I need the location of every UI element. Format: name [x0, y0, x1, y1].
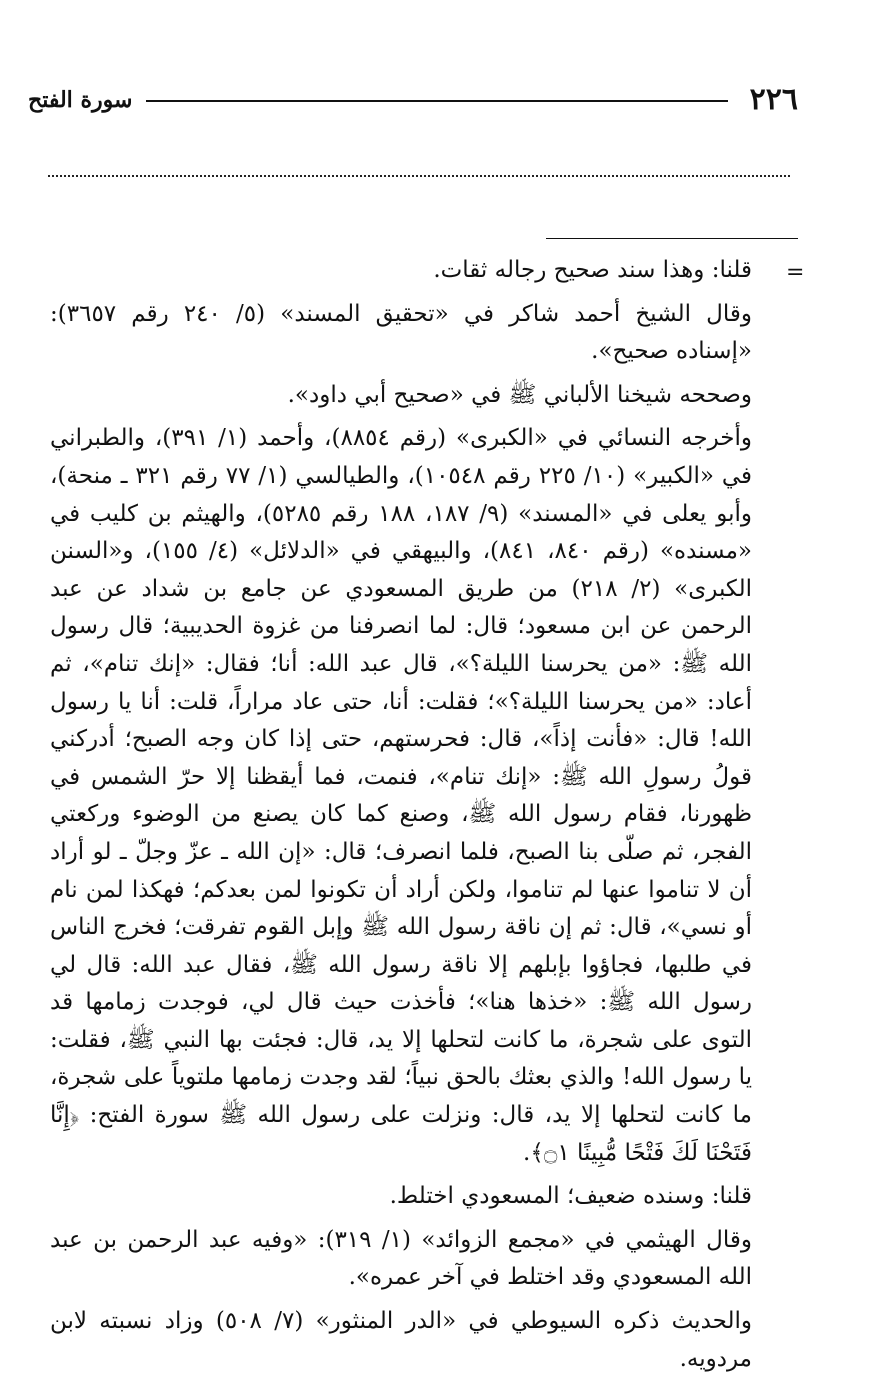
footnote-paragraph: وصححه شيخنا الألباني ﷺ في «صحيح أبي داود». — [287, 381, 752, 408]
footnote-paragraph: وأخرجه النسائي في «الكبرى» (رقم ٨٨٥٤)، وأحمد (١/ ٣٩١)، والطبراني في «الكبير» (١٠/ ٢٢٥ رقم ١٠٥٤٨)، والطيالسي (١/ ٧٧ رقم ٣٢١ ـ منحة)، وأبو يعلى في «المسند» (٩/ ١٨٧، ١٨٨ رقم ٥٢٨٥)، والهيثم بن كليب في «مسنده» (رقم ٨٤٠، ٨٤١)، والبيهقي في «الدلائل» (٤/ ١٥٥)، و«السنن الكبرى» (٢/ ٢١٨) من طريق المسعودي عن جامع بن شداد عن عبد الرحمن عن ابن مسعود؛ قال: لما انصرفنا من غزوة الحديبية؛ قال رسول الله ﷺ: «من يحرسنا الليلة؟»، قال عبد الله: أنا؛ فقال: «إنك تنام»، ثم أعاد: «من يحرسنا الليلة؟»؛ فقلت: أنا، حتى عاد مراراً، قلت: أنا يا رسول الله! قال: «فأنت إذاً»، قال: فحرستهم، حتى إذا كان وجه الصبح؛ أدركني قولُ رسولِ الله ﷺ: «إنك تنام»، فنمت، فما أيقظنا إلا حرّ الشمس في ظهورنا، فقام رسول الله ﷺ، وصنع كما كان يصنع من الوضوء وركعتي الفجر، ثم صلّى بنا الصبح، فلما انصرف؛ قال: «إن الله ـ عزّ وجلّ ـ لو أراد أن لا تناموا عنها لم تناموا، ولكن أراد أن تكونوا لمن بعدكم؛ فهكذا لمن نام أو نسي»، قال: ثم إن ناقة رسول الله ﷺ وإبل القوم تفرقت؛ فخرج الناس في طلبها، فجاؤوا بإبلهم إلا ناقة رسول الله ﷺ، فقال عبد الله: قال لي رسول الله ﷺ: «خذها هنا»؛ فأخذت حيث قال لي، فوجدت زمامها قد التوى على شجرة، ما كانت لتحلها إلا يد، قال: فجئت بها النبي ﷺ، فقلت: يا رسول الله! والذي بعثك بالحق نبياً؛ لقد وجدت زمامها ملتوياً على شجرة، ما كانت لتحلها إلا يد، قال: ونزلت على رسول الله ﷺ سورة الفتح: ﴿إِنَّا فَتَحْنَا لَكَ فَتْحًا مُّبِينًا ۝١﴾. — [50, 425, 753, 1166]
page-number: ٢٢٦ — [749, 82, 798, 117]
page-header — [28, 80, 798, 124]
footnote-body — [50, 252, 752, 1384]
surah-title: سورة الفتح — [28, 87, 133, 113]
footnote-paragraph: والحديث ذكره السيوطي في «الدر المنثور» (٧/ ٥٠٨) وزاد نسبته لابن مردويه. — [50, 1308, 753, 1372]
dotted-separator — [48, 175, 790, 177]
footnote-paragraph: وقال الهيثمي في «مجمع الزوائد» (١/ ٣١٩): «وفيه عبد الرحمن بن عبد الله المسعودي وقد اختلط في آخر عمره». — [50, 1226, 752, 1291]
footnote-continuation-mark: = — [786, 260, 805, 285]
footnote-paragraph: وقال الشيخ أحمد شاكر في «تحقيق المسند» (٥/ ٢٤٠ رقم ٣٦٥٧): «إسناده صحيح». — [50, 300, 752, 365]
footnote-separator — [546, 238, 798, 239]
footnote-paragraph: قلنا: وهذا سند صحيح رجاله ثقات. — [433, 257, 752, 283]
header-rule — [146, 100, 728, 102]
footnote-paragraph: قلنا: وسنده ضعيف؛ المسعودي اختلط. — [389, 1183, 752, 1210]
